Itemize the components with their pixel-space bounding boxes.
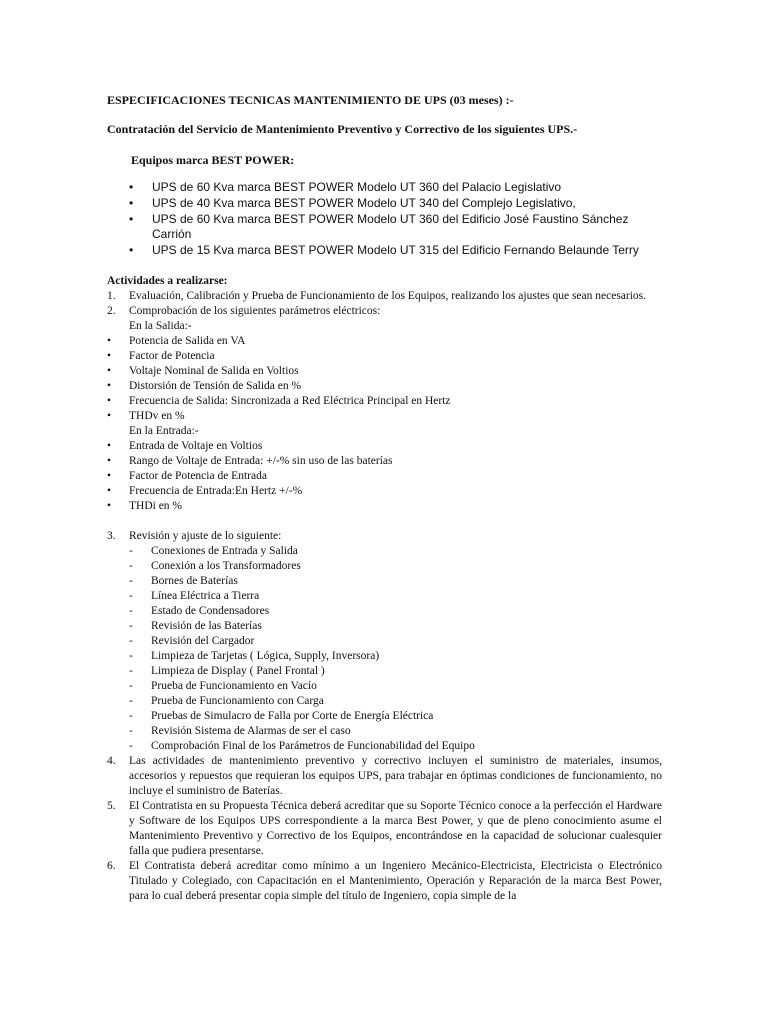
- list-item: - Revisión Sistema de Alarmas de ser el caso: [129, 725, 351, 737]
- list-item: - Prueba de Funcionamiento con Carga: [129, 695, 324, 707]
- bullet-icon: •: [129, 243, 134, 257]
- list-item: • UPS de 60 Kva marca BEST POWER Modelo UT 360 del Edificio José Faustino Sánchez Carrión: [129, 212, 629, 241]
- activity-item-4: 4. Las actividades de mantenimiento preventivo y correctivo incluyen el suministro de materiales, insumos, accesorios y repuestos que requieran los equipos UPS, para trabajar en óptimas condiciones de funcionamiento, no incluye el suministro de Baterías.: [107, 755, 662, 797]
- list-item: - Estado de Condensadores: [129, 605, 270, 617]
- bullet-icon: •: [129, 196, 134, 210]
- activity-item-3: 3. Revisión y ajuste de lo siguiente:: [107, 530, 282, 542]
- bullet-icon: •: [129, 212, 134, 226]
- list-item: - Pruebas de Simulacro de Falla por Corte de Energía Eléctrica: [129, 710, 434, 722]
- activity-item-6: 6. El Contratista deberá acreditar como mínimo a un Ingeniero Mecánico-Electricista, Electricista o Electrónico Titulado y Colegiado, con Capacitación en el Mantenimiento, Operación y Reparación de la marca Best Power, para lo cual deberá presentar copia simple del título de Ingeniero, copia simple de la: [107, 860, 662, 902]
- ups-list: [107, 180, 667, 259]
- list-item: • THDv en %: [107, 410, 185, 422]
- list-item: • UPS de 15 Kva marca BEST POWER Modelo UT 315 del Edificio Fernando Belaunde Terry: [129, 243, 639, 257]
- list-item: - Línea Eléctrica a Tierra: [129, 590, 260, 602]
- actividades-heading: Actividades a realizarse:: [107, 275, 228, 287]
- list-item: - Conexión a los Transformadores: [129, 560, 301, 572]
- list-item: • Voltaje Nominal de Salida en Voltios: [107, 365, 299, 377]
- list-item: • Factor de Potencia: [107, 350, 215, 362]
- activities-list: [107, 289, 662, 904]
- list-item: • Frecuencia de Salida: Sincronizada a Red Eléctrica Principal en Hertz: [107, 395, 451, 407]
- equipos-heading: Equipos marca BEST POWER:: [131, 153, 295, 167]
- list-item: • UPS de 60 Kva marca BEST POWER Modelo UT 360 del Palacio Legislativo: [129, 180, 562, 194]
- list-item: - Conexiones de Entrada y Salida: [129, 545, 298, 557]
- activity-item-1: 1. Evaluación, Calibración y Prueba de Funcionamiento de los Equipos, realizando los ajustes que sean necesarios.: [107, 290, 647, 302]
- list-item: - Limpieza de Display ( Panel Frontal ): [129, 665, 325, 677]
- list-item: • Frecuencia de Entrada:En Hertz +/-%: [107, 485, 303, 497]
- list-item: - Comprobación Final de los Parámetros de Funcionabilidad del Equipo: [129, 740, 475, 752]
- list-item: • Entrada de Voltaje en Voltios: [107, 440, 263, 452]
- list-item: - Revisión del Cargador: [129, 635, 255, 647]
- list-item: - Prueba de Funcionamiento en Vacío: [129, 680, 317, 692]
- list-item: • Rango de Voltaje de Entrada: +/-% sin uso de las baterías: [107, 455, 393, 467]
- list-item: • UPS de 40 Kva marca BEST POWER Modelo UT 340 del Complejo Legislativo,: [129, 196, 576, 210]
- salida-label: En la Salida:-: [129, 320, 192, 332]
- bullet-icon: •: [129, 180, 134, 194]
- list-item: - Limpieza de Tarjetas ( Lógica, Supply, Inversora): [129, 650, 380, 662]
- list-item: - Bornes de Baterías: [129, 575, 238, 587]
- activity-item-5: 5. El Contratista en su Propuesta Técnica deberá acreditar que su Soporte Técnico conoce a la perfección el Hardware y Software de los Equipos UPS correspondiente a la marca Best Power, y que de pleno conocimiento asume el Mantenimiento Preventivo y Correctivo de los Equipos, encontrándose en la capacidad de solucionar cualesquier falla que pudiera presentarse.: [107, 800, 662, 857]
- list-item: • THDi en %: [107, 500, 183, 512]
- list-item: • Factor de Potencia de Entrada: [107, 470, 267, 482]
- list-item: • Potencia de Salida en VA: [107, 335, 246, 347]
- list-item: - Revisión de las Baterías: [129, 620, 262, 632]
- contract-heading: Contratación del Servicio de Mantenimiento Preventivo y Correctivo de los siguientes UPS.-: [107, 122, 578, 136]
- list-item: • Distorsión de Tensión de Salida en %: [107, 380, 302, 392]
- entrada-label: En la Entrada:-: [129, 425, 199, 437]
- document-title: ESPECIFICACIONES TECNICAS MANTENIMIENTO DE UPS (03 meses) :-: [107, 93, 514, 107]
- activity-item-2: 2. Comprobación de los siguientes parámetros eléctricos:: [107, 305, 381, 317]
